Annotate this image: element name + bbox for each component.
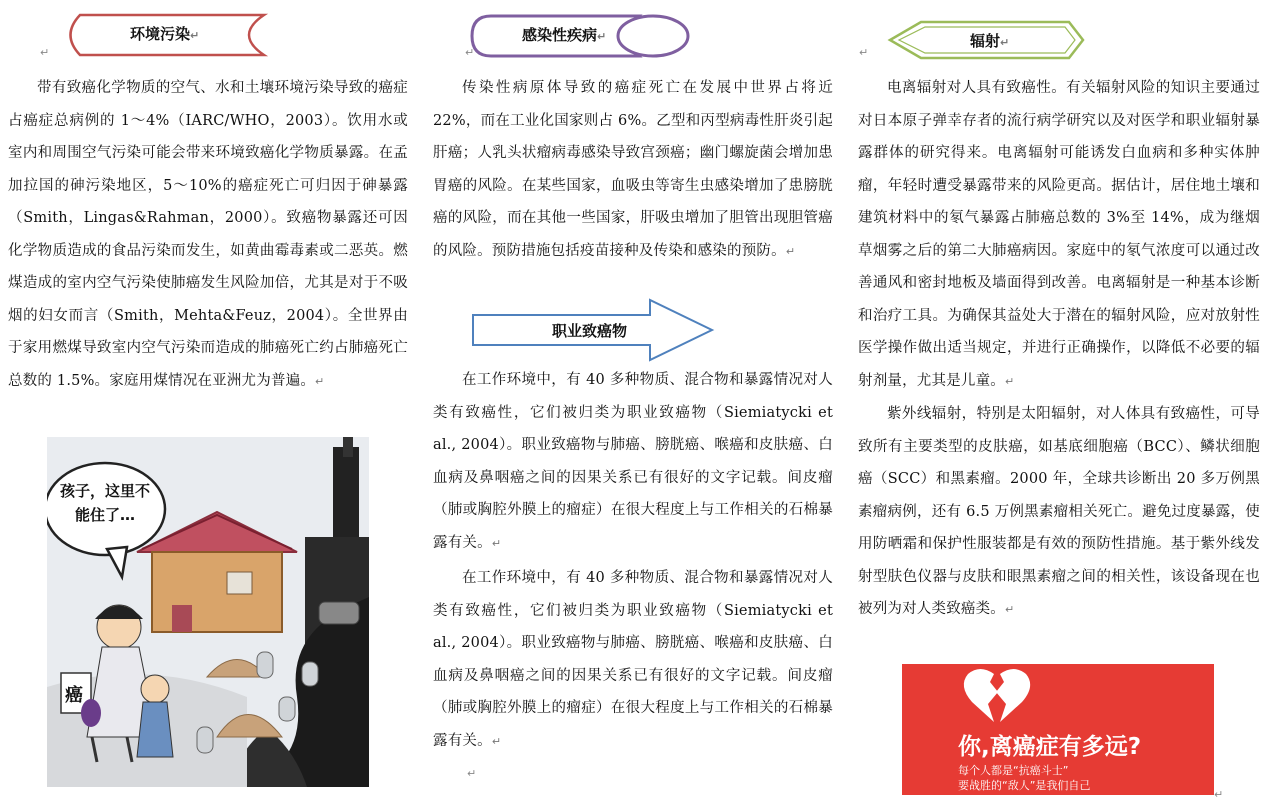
paragraph-mark: ↵ bbox=[859, 46, 869, 59]
cartoon-speech-text: 孩子，这里不能住了… bbox=[59, 482, 150, 524]
occupational-header-title: 职业致癌物 bbox=[552, 322, 628, 340]
radiation-header-title: 辐射↵ bbox=[970, 32, 1010, 50]
infection-paragraph: 传染性病原体导致的癌症死亡在发展中世界占将近 22%，而在工业化国家则占 6%。乙型和丙型病毒性肝炎引起肝癌；人乳头状瘤病毒感染导致宫颈癌；幽门螺旋菌会增加患胃癌的风险。在某些国家，血吸虫等寄生虫感染增加了患膀胱癌的风险，而在其他一些国家，肝吸虫增加了胆管出现胆管癌的风险。预防措施包括疫苗接种及传染和感染的预防。↵ bbox=[433, 80, 833, 259]
column-environment bbox=[8, 72, 408, 398]
infection-header-title: 感染性疾病↵ bbox=[522, 26, 607, 44]
paragraph-mark: ↵ bbox=[465, 46, 475, 59]
env-paragraph: 带有致癌化学物质的空气、水和土壤环境污染导致的癌症占癌症总病例的 1～4%（IARC/WHO，2003）。饮用水或室内和周围空气污染可能会带来环境致癌化学物质暴露。在孟加拉国的砷污染地区，5～10%的癌症死亡可归因于砷暴露（Smith，Lingas&Rahman，2000）。致癌物暴露还可因化学物质造成的食品污染而发生，如黄曲霉毒素或二恶英。燃煤造成的室内空气污染使肺癌发生风险加倍，尤其是对于不吸烟的妇女而言（Smith，Mehta&Feuz，2004）。全世界由于家用燃煤导致室内空气污染而造成的肺癌死亡约占肺癌死亡总数的 1.5%。家庭用煤情况在亚洲尤为普遍。↵ bbox=[8, 80, 408, 389]
column-occupational bbox=[433, 364, 833, 758]
radiation-paragraph-2: 紫外线辐射，特别是太阳辐射，对人体具有致癌性，可导致所有主要类型的皮肤癌，如基底细胞癌（BCC）、鳞状细胞癌（SCC）和黑素瘤。2000 年，全球共诊断出 20 多万例黑素瘤病例，还有 6.5 万例黑素瘤相关死亡。避免过度暴露，使用防晒霜和保护性服装都是有效的预防性措施。基于紫外线发射型肤色仪器与皮肤和眼黑素瘤之间的相关性，该设备现在也被列为对人类致癌类。↵ bbox=[858, 406, 1260, 617]
occupational-paragraph-1: 在工作环境中，有 40 多种物质、混合物和暴露情况对人类有致癌性，它们被归类为职业致癌物（Siemiatycki et al., 2004）。职业致癌物与肺癌、膀胱癌、喉癌和皮肤癌、白血病及鼻咽癌之间的因果关系已有很好的文字记载。间皮瘤（肺或胸腔外膜上的瘤症）在很大程度上与工作相关的石棉暴露有关。↵ bbox=[433, 372, 833, 551]
paragraph-mark: ↵ bbox=[40, 46, 50, 59]
cartoon-sign-text: 癌 bbox=[65, 685, 83, 706]
paragraph-mark: ↵ bbox=[467, 767, 477, 780]
poster-headline: 你,离癌症有多远? bbox=[958, 734, 1142, 760]
occupational-paragraph-2: 在工作环境中，有 40 多种物质、混合物和暴露情况对人类有致癌性，它们被归类为职业致癌物（Siemiatycki et al., 2004）。职业致癌物与肺癌、膀胱癌、喉癌和皮肤癌、白血病及鼻咽癌之间的因果关系已有很好的文字记载。间皮瘤（肺或胸腔外膜上的瘤症）在很大程度上与工作相关的石棉暴露有关。↵ bbox=[433, 570, 833, 749]
poster-line-1: 每个人都是“抗癌斗士” bbox=[958, 764, 1069, 777]
column-radiation bbox=[858, 72, 1260, 627]
cancer-poster-image bbox=[902, 664, 1214, 795]
pollution-cartoon-image bbox=[47, 437, 369, 787]
radiation-paragraph-1: 电离辐射对人具有致癌性。有关辐射风险的知识主要通过对日本原子弹幸存者的流行病学研究以及对医学和职业辐射暴露群体的研究得来。电离辐射可能诱发白血病和多种实体肿瘤，年轻时遭受暴露带来的风险更高。据估计，居住地土壤和建筑材料中的氡气暴露占肺癌总数的 3%至 14%，成为继烟草烟雾之后的第二大肺癌病因。家庭中的氡气浓度可以通过改善通风和密封地板及墙面得到改善。电离辐射是一种基本诊断和治疗工具。为确保其益处大于潜在的辐射风险，应对放射性医学操作做出适当规定，并进行正确操作，以降低不必要的辐射剂量，尤其是儿童。↵ bbox=[858, 80, 1260, 389]
poster-line-2: 要战胜的“敌人”是我们自己 bbox=[958, 779, 1091, 792]
paragraph-mark: ↵ bbox=[1214, 788, 1224, 801]
env-header-title: 环境污染↵ bbox=[130, 25, 200, 43]
column-infection bbox=[433, 72, 833, 268]
